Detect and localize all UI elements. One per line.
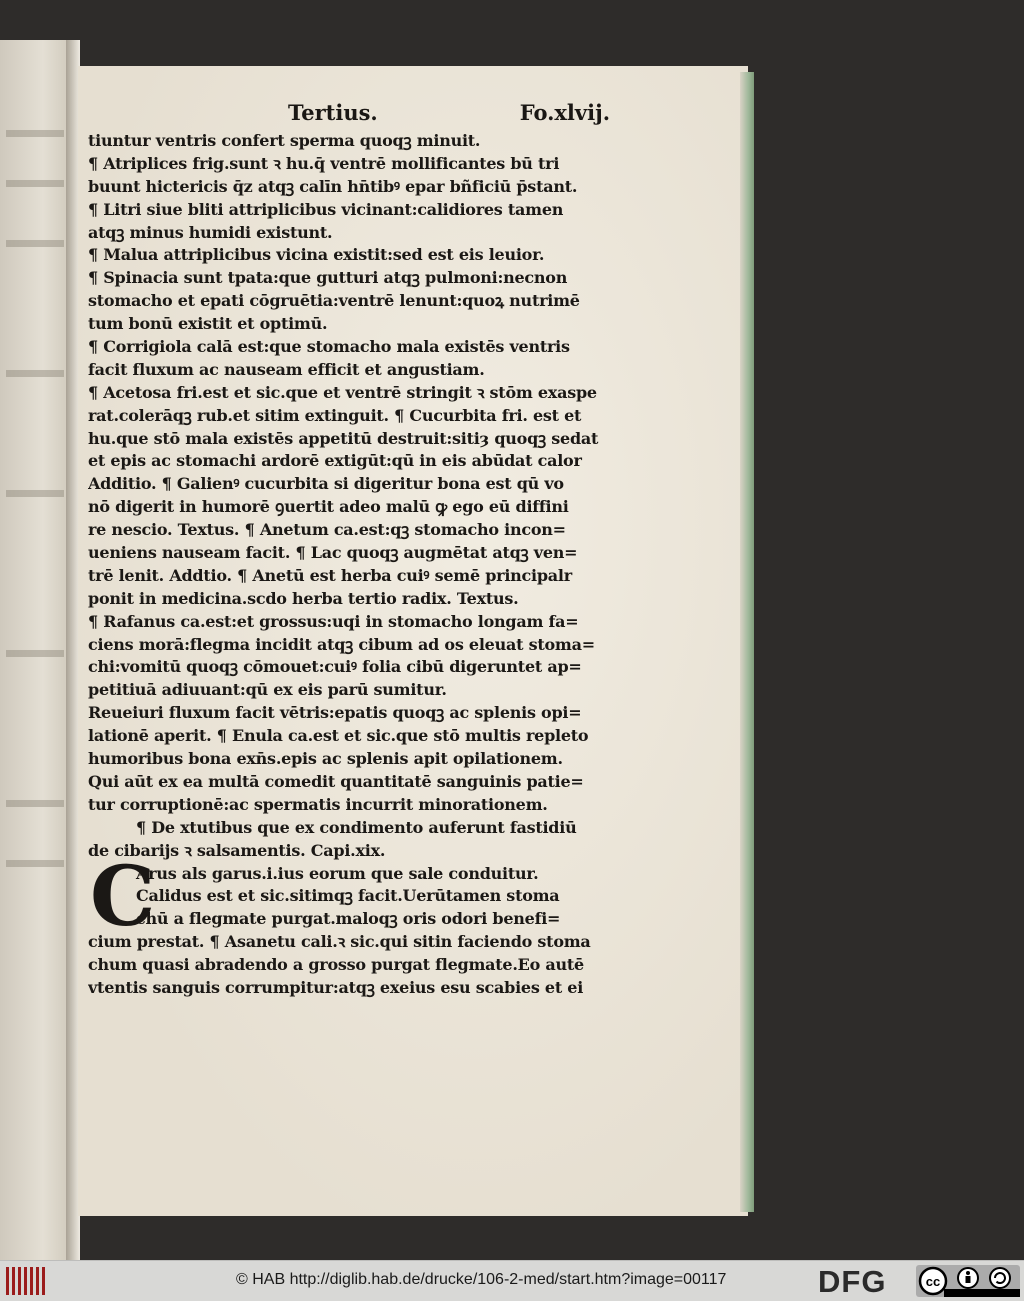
text-line: chum quasi abradendo a grosso purgat flegmate.Eo autē [88, 955, 584, 975]
text-line: Calidus est et sic.sitimqꝫ facit.Uerūtamen stoma [136, 886, 560, 906]
text-line: facit fluxum ac nauseam efficit et angustiam. [88, 359, 485, 379]
text-line: stomacho et epati cōgruētia:ventrē lenunt:quoꝝ nutrimē [88, 291, 580, 311]
bleed-line [6, 800, 64, 807]
bleed-line [6, 860, 64, 867]
text-line: Qui aūt ex ea multā comedit quantitatē sanguinis patie= [88, 771, 584, 791]
cc-by-sa-license-icon[interactable] [916, 1265, 1020, 1297]
text-line: Arus als garus.i.ius eorum que sale conduitur. [136, 863, 539, 883]
viewer-footer [0, 1260, 1024, 1301]
text-line: nō digerit in humorē ꝯuertit adeo malū ꝙ ego eū diffini [88, 497, 569, 517]
copyright-url[interactable]: © HAB http://diglib.hab.de/drucke/106-2-med/start.htm?image=00117 [236, 1271, 727, 1288]
bleed-line [6, 490, 64, 497]
text-line: ponit in medicina.scdo herba tertio radix. Textus. [88, 588, 519, 608]
text-line: petitiuā adiuuant:qū ex eis parū sumitur. [88, 680, 447, 700]
drop-cap: C [90, 849, 156, 945]
text-line: ¶ Litri siue bliti attriplicibus vicinant:calidiores tamen [88, 199, 564, 219]
text-line: chū a flegmate purgat.maloqꝫ oris odori benefi= [136, 909, 561, 929]
text-line: Additio. ¶ Galienꝰ cucurbita si digeritur bona est qū vo [88, 474, 564, 494]
page-edge [740, 72, 754, 1212]
bleed-line [6, 180, 64, 187]
text-line: et epis ac stomachi ardorē extigūt:qū in eis abūdat calor [88, 451, 582, 471]
sa-icon [990, 1268, 1010, 1288]
bleed-line [6, 130, 64, 137]
text-line: ¶ Rafanus ca.est:et grossus:uqi in stomacho longam fa= [88, 611, 579, 631]
text-line: cium prestat. ¶ Asanetu cali.ꝛ sic.qui sitin faciendo stoma [88, 932, 591, 952]
text-line: lationē aperit. ¶ Enula ca.est et sic.que stō multis repleto [88, 726, 589, 746]
text-line: ¶ Atriplices frig.sunt ꝛ hu.q̄ ventrē mollificantes bū tri [88, 153, 560, 173]
running-header [288, 96, 618, 130]
bleed-line [6, 240, 64, 247]
hab-logo-icon [6, 1267, 50, 1295]
body-text [88, 130, 623, 1000]
svg-text:cc: cc [925, 1274, 941, 1289]
text-line: tur corruptionē:ac spermatis incurrit minorationem. [88, 794, 548, 814]
text-line: trē lenit. Addtio. ¶ Anetū est herba cuiꝰ semē principalr [88, 565, 572, 585]
dfg-logo: DFG [818, 1264, 887, 1299]
text-line: hu.que stō mala existēs appetitū destruit:sitiȝ quoqꝫ sedat [88, 428, 599, 448]
text-line: vtentis sanguis corrumpitur:atqꝫ exeius esu scabies et ei [88, 977, 584, 997]
header-title: Tertius. [288, 100, 378, 125]
text-line: atqꝫ minus humidi existunt. [88, 222, 333, 242]
text-line: ueniens nauseam facit. ¶ Lac quoqꝫ augmētat atqꝫ ven= [88, 543, 578, 563]
text-line: ¶ Acetosa fri.est et sic.que et ventrē stringit ꝛ stōm exaspe [88, 382, 597, 402]
text-line: ciens morā:flegma incidit atqꝫ cibum ad os eleuat stoma= [88, 634, 595, 654]
bleed-line [6, 370, 64, 377]
text-line: tiuntur ventris confert sperma quoqꝫ minuit. [88, 131, 481, 150]
bleed-line [6, 650, 64, 657]
text-line: chi:vomitū quoqꝫ cōmouet:cuiꝰ folia cibū digeruntet ap= [88, 657, 582, 677]
folio-number: Fo.xlvij. [519, 100, 610, 125]
chapter-title-line: ¶ De xtutibus que ex condimento auferunt fastidiū [136, 817, 577, 837]
text-line: ¶ Spinacia sunt tpata:que gutturi atqꝫ pulmoni:necnon [88, 268, 568, 288]
chapter-title-line: de cibarijs ꝛ salsamentis. Capi.xix. [88, 840, 386, 860]
text-line: ¶ Corrigiola calā est:que stomacho mala existēs ventris [88, 337, 570, 357]
text-line: buunt hictericis q̄z atqꝫ calīn hn̄tibꝰ epar bñficiū p̄stant. [88, 176, 578, 196]
text-line: tum bonū existit et optimū. [88, 314, 328, 334]
text-line: rat.colerāqꝫ rub.et sitim extinguit. ¶ Cucurbita fri. est et [88, 405, 582, 425]
text-line: Reueiuri fluxum facit vētris:epatis quoqꝫ ac splenis opi= [88, 703, 582, 723]
text-line: ¶ Malua attriplicibus vicina existit:sed est eis leuior. [88, 245, 545, 265]
text-line: humoribus bona exn̄s.epis ac splenis apit opilationem. [88, 749, 563, 769]
text-line: re nescio. Textus. ¶ Anetum ca.est:qꝫ stomacho incon= [88, 520, 566, 540]
